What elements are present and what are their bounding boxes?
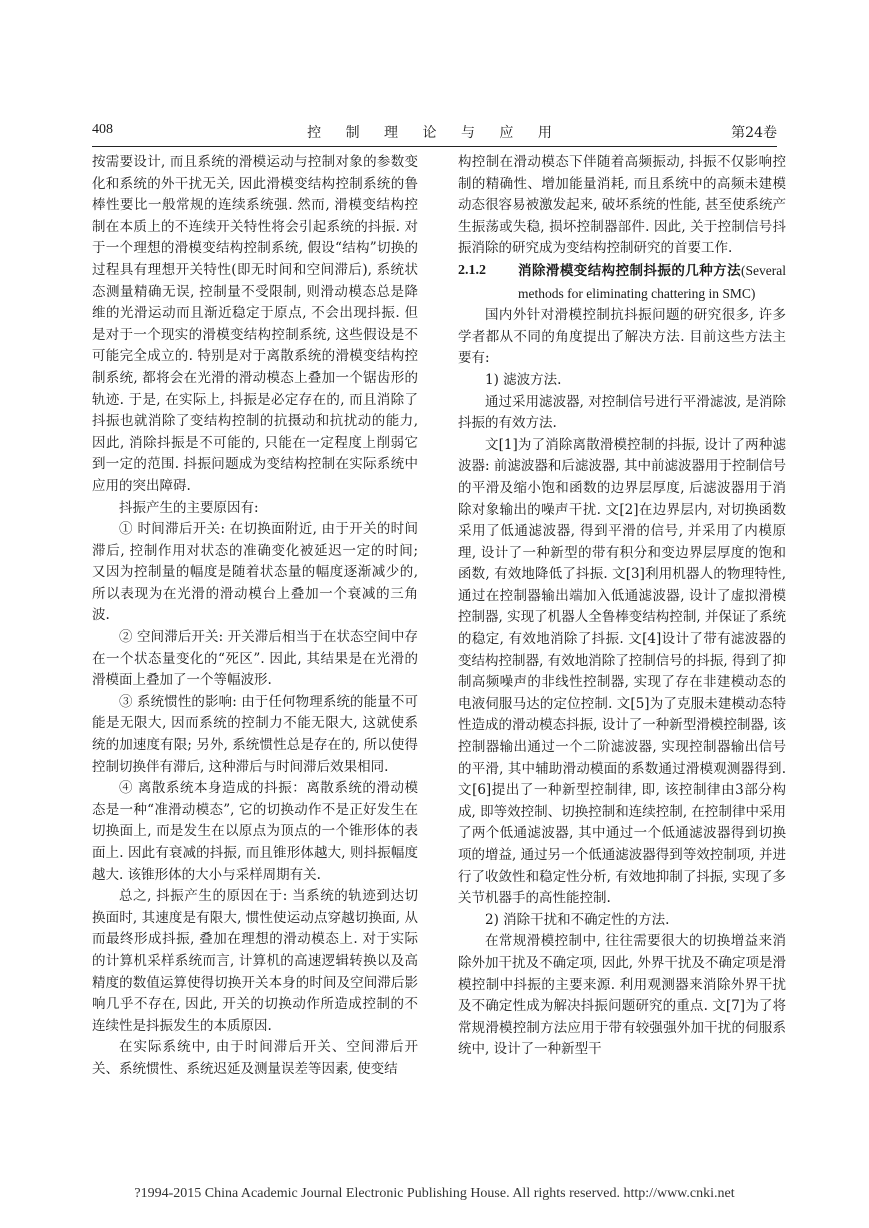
right-column	[458, 152, 786, 1061]
left-column	[92, 152, 418, 1081]
paragraph: ① 时间滞后开关: 在切换面附近, 由于开关的时间滞后, 控制作用对状态的准确变化被延迟一定的时间; 又因为控制量的幅度是随着状态量的幅度逐渐减少的, 所以表现为在光滑的滑动模台上叠加一个衰减的三角波.	[92, 521, 418, 624]
list-item: 2) 消除干扰和不确定性的方法.	[485, 911, 670, 928]
paragraph: ② 空间滞后开关: 开关滞后相当于在状态空间中存在一个状态量变化的“死区”. 因此, 其结果是在光滑的滑模面上叠加了一个等幅波形.	[92, 629, 418, 689]
section-title-cn: 消除滑模变结构控制抖振的几种方法	[518, 262, 742, 279]
section-title	[518, 260, 786, 305]
section-heading	[458, 260, 786, 305]
copyright-footer: ?1994-2015 China Academic Journal Electronic Publishing House. All rights reserved. http://www.cnki.net	[134, 1186, 735, 1201]
paragraph: 通过采用滤波器, 对控制信号进行平滑滤波, 是消除抖振的有效方法.	[458, 393, 786, 432]
section-number: 2.1.2	[458, 262, 486, 278]
paragraph: 总之, 抖振产生的原因在于: 当系统的轨迹到达切换面时, 其速度是有限大, 惯性使运动点穿越切换面, 从而最终形成抖振, 叠加在理想的滑动模态上. 对于实际的计算机采样系统而言, 计算机的高速逻辑转换以及高精度的数值运算使得切换开关本身的时间及空间滞后影响几乎不存在, 因此, 开关的切换动作所造成控制的不连续性是抖振发生的本质原因.	[92, 888, 418, 1034]
list-item: 1) 滤波方法.	[485, 371, 562, 388]
paragraph: ③ 系统惯性的影响: 由于任何物理系统的能量不可能是无限大, 因而系统的控制力不能无限大, 这就使系统的加速度有限; 另外, 系统惯性总是存在的, 所以使得控制切换伴有滞后, 这种滞后与时间滞后效果相同.	[92, 693, 418, 775]
paragraph: 抖振产生的主要原因有:	[119, 499, 259, 516]
paragraph: 在常规滑模控制中, 往往需要很大的切换增益来消除外加干扰及不确定项, 因此, 外界干扰及不确定项是滑模控制中抖振的主要来源. 利用观测器来消除外界干扰及不确定性成为解决抖振问题研究的重点. 文[7]为了将常规滑模控制方法应用于带有较强强外加干扰的伺服系统中, 设计了一种新型干	[458, 933, 786, 1058]
paragraph: ④ 离散系统本身造成的抖振：离散系统的滑动模态是一种“准滑动模态”, 它的切换动作不是正好发生在切换面上, 而是发生在以原点为顶点的一个锥形体的表面上. 因此有衰减的抖振, 而且锥形体越大, 则抖振幅度越大. 该锥形体的大小与采样周期有关.	[92, 780, 418, 883]
paragraph: 构控制在滑动模态下伴随着高频振动, 抖振不仅影响控制的精确性、增加能量消耗, 而且系统中的高频未建模动态很容易被激发起来, 破坏系统的性能, 甚至使系统产生振荡或失稳, 损坏控制器部件. 因此, 关于控制信号抖振消除的研究成为变结构控制研究的首要工作.	[458, 154, 786, 257]
paragraph: 按需要设计, 而且系统的滑模运动与控制对象的参数变化和系统的外干扰无关, 因此滑模变结构控制系统的鲁棒性要比一般常规的连续系统强. 然而, 滑模变结构控制在本质上的不连续开关特性将会引起系统的抖振. 对于一个理想的滑模变结构控制系统, 假设“结构”切换的过程具有理想开关特性(即无时间和空间滞后), 系统状态测量精确无误, 控制量不受限制, 则滑动模态总是降维的光滑运动而且渐近稳定于原点, 不会出现抖振. 但是对于一个现实的滑模变结构控制系统, 这些假设是不可能完全成立的. 特别是对于离散系统的滑模变结构控制系统, 都将会在光滑的滑动模态上叠加一个锯齿形的轨迹. 于是, 在实际上, 抖振是必定存在的, 而且消除了抖振也就消除了变结构控制的抗摄动和抗扰动的能力, 因此, 消除抖振是不可能的, 只能在一定程度上削弱它到一定的范围. 抖振问题成为变结构控制在实际系统中应用的突出障碍.	[92, 154, 418, 494]
paragraph: 国内外针对滑模控制抗抖振问题的研究很多, 许多学者都从不同的角度提出了解决方法. 目前这些方法主要有:	[458, 307, 786, 367]
section-title-en: (Several methods for eliminating chattering in SMC)	[518, 262, 786, 301]
running-header	[92, 120, 777, 147]
volume-label: 第24卷	[731, 125, 777, 141]
journal-title: 控 制 理 论 与 应 用	[307, 125, 562, 141]
paragraph: 在实际系统中, 由于时间滞后开关、空间滞后开关、系统惯性、系统迟延及测量误差等因素, 使变结	[92, 1039, 418, 1077]
paragraph: 文[1]为了消除离散滑模控制的抖振, 设计了两种滤波器: 前滤波器和后滤波器, 其中前滤波器用于控制信号的平滑及缩小饱和函数的边界层厚度, 后滤波器用于消除对象输出的噪声干扰. 文[2]在边界层内, 对切换函数采用了低通滤波器, 得到平滑的信号, 并采用了内模原理, 设计了一种新型的带有积分和变边界层厚度的饱和函数, 有效地降低了抖振. 文[3]利用机器人的物理特性, 通过在控制器输出端加入低通滤波器, 设计了虚拟滑模控制器, 实现了机器人全鲁棒变结构控制, 并保证了系统的稳定, 有效地消除了抖振. 文[4]设计了带有滤波器的变结构控制器, 有效地消除了控制信号的抖振, 得到了抑制高频噪声的非线性控制器, 实现了存在非建模动态的电液伺服马达的定位控制. 文[5]为了克服未建模动态特性造成的滑动模态抖振, 设计了一种新型滑模控制器, 该控制器输出通过一个二阶滤波器, 实现控制器输出信号的平滑, 其中辅助滑动模面的系数通过滑模观测器得到. 文[6]提出了一种新型控制律, 即, 该控制律由3部分构成, 即等效控制、切换控制和连续控制, 在控制律中采用了两个低通滤波器, 其中通过一个低通滤波器得到切换项的增益, 通过另一个低通滤波器得到等效控制项, 并进行了收敛性和稳定性分析, 有效地抑制了抖振, 实现了多关节机器手的高性能控制.	[458, 436, 786, 907]
page-number: 408	[92, 122, 113, 137]
